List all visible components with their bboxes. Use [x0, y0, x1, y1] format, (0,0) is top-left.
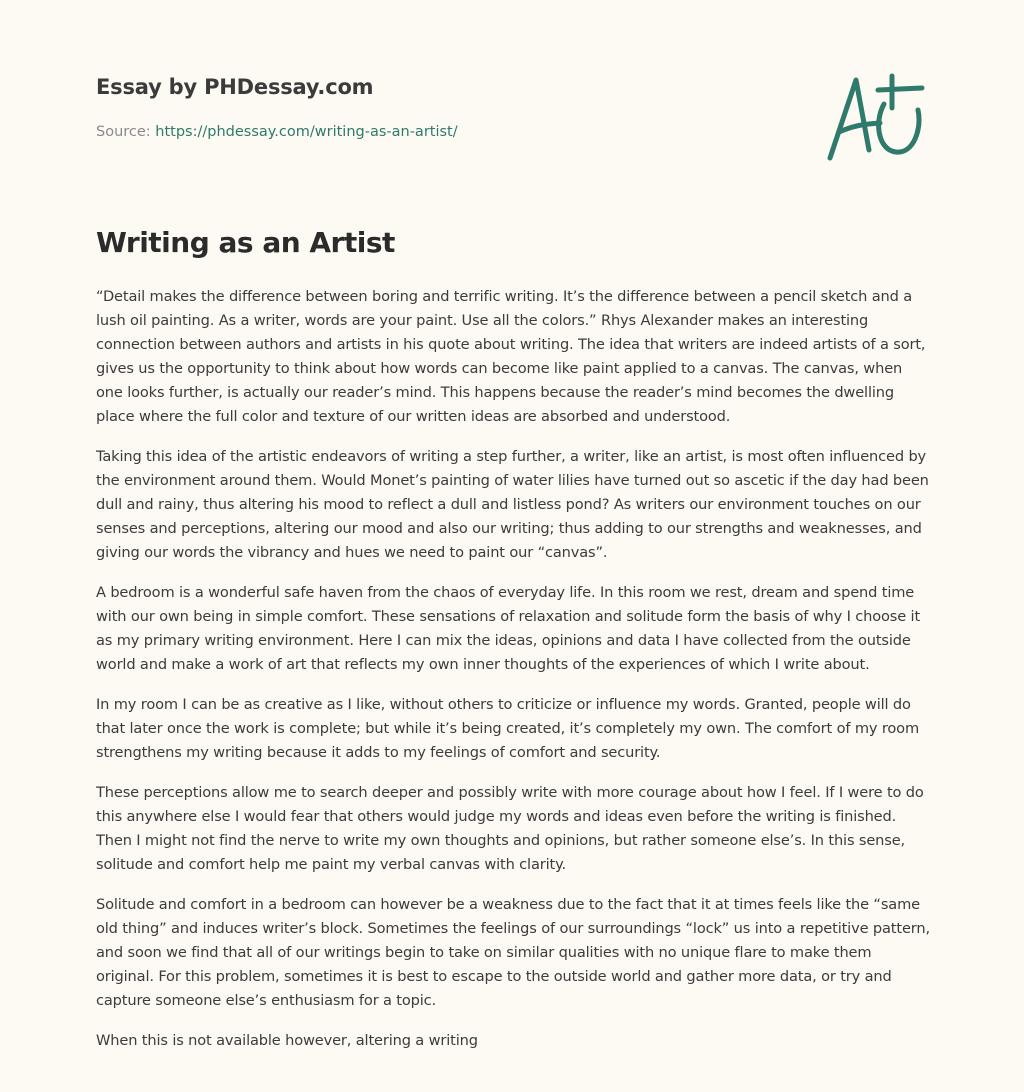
source-label: Source:: [96, 124, 156, 140]
paragraph: Solitude and comfort in a bedroom can however be a weakness due to the fact that it at times feels like the “same old thing” and induces writer’s block. Sometimes the feelings of our surroundings “lock” us into a repetitive pattern, and soon we find that all of our writings begin to take on similar qualities with no unique flare to make them original. For this problem, sometimes it is best to escape to the outside world and gather more data, or try and capture someone else’s enthusiasm for a topic.: [96, 896, 930, 1009]
source-link[interactable]: https://phdessay.com/writing-as-an-artist/: [155, 124, 458, 140]
a-plus-grade-logo-icon: [822, 68, 928, 166]
page-title: Writing as an Artist: [96, 226, 395, 259]
page-header: [96, 75, 373, 99]
paragraph: A bedroom is a wonderful safe haven from the chaos of everyday life. In this room we rest, dream and spend time with our own being in simple comfort. These sensations of relaxation and solitude form the basis of why I choose it as my primary writing environment. Here I can mix the ideas, opinions and data I have collected from the outside world and make a work of art that reflects my own inner thoughts of the experiences of which I write about.: [96, 584, 921, 673]
article-body: [96, 285, 930, 1069]
paragraph: “Detail makes the difference between boring and terrific writing. It’s the difference between a pencil sketch and a lush oil painting. As a writer, words are your paint. Use all the colors.” Rhys Alexander makes an interesting connection between authors and artists in his quote about writing. The idea that writers are indeed artists of a sort, gives us the opportunity to think about how words can become like paint applied to a canvas. The canvas, when one looks further, is actually our reader’s mind. This happens because the reader’s mind becomes the dwelling place where the full color and texture of our written ideas are absorbed and understood.: [96, 288, 926, 425]
paragraph: When this is not available however, altering a writing: [96, 1032, 478, 1049]
site-brand: Essay by PHDessay.com: [96, 75, 374, 99]
source-line: [96, 124, 458, 140]
paragraph: These perceptions allow me to search deeper and possibly write with more courage about how I feel. If I were to do this anywhere else I would fear that others would judge my words and ideas even before the writing is finished. Then I might not find the nerve to write my own thoughts and opinions, but rather someone else’s. In this sense, solitude and comfort help me paint my verbal canvas with clarity.: [96, 784, 924, 873]
paragraph: Taking this idea of the artistic endeavors of writing a step further, a writer, like an artist, is most often influenced by the environment around them. Would Monet’s painting of water lilies have turned out so ascetic if the day had been dull and rainy, thus altering his mood to reflect a dull and listless pond? As writers our environment touches on our senses and perceptions, altering our mood and also our writing; thus adding to our strengths and weaknesses, and giving our words the vibrancy and hues we need to paint our “canvas”.: [96, 448, 929, 561]
paragraph: In my room I can be as creative as I like, without others to criticize or influence my words. Granted, people will do that later once the work is complete; but while it’s being created, it’s completely my own. The comfort of my room strengthens my writing because it adds to my feelings of comfort and security.: [96, 696, 920, 761]
